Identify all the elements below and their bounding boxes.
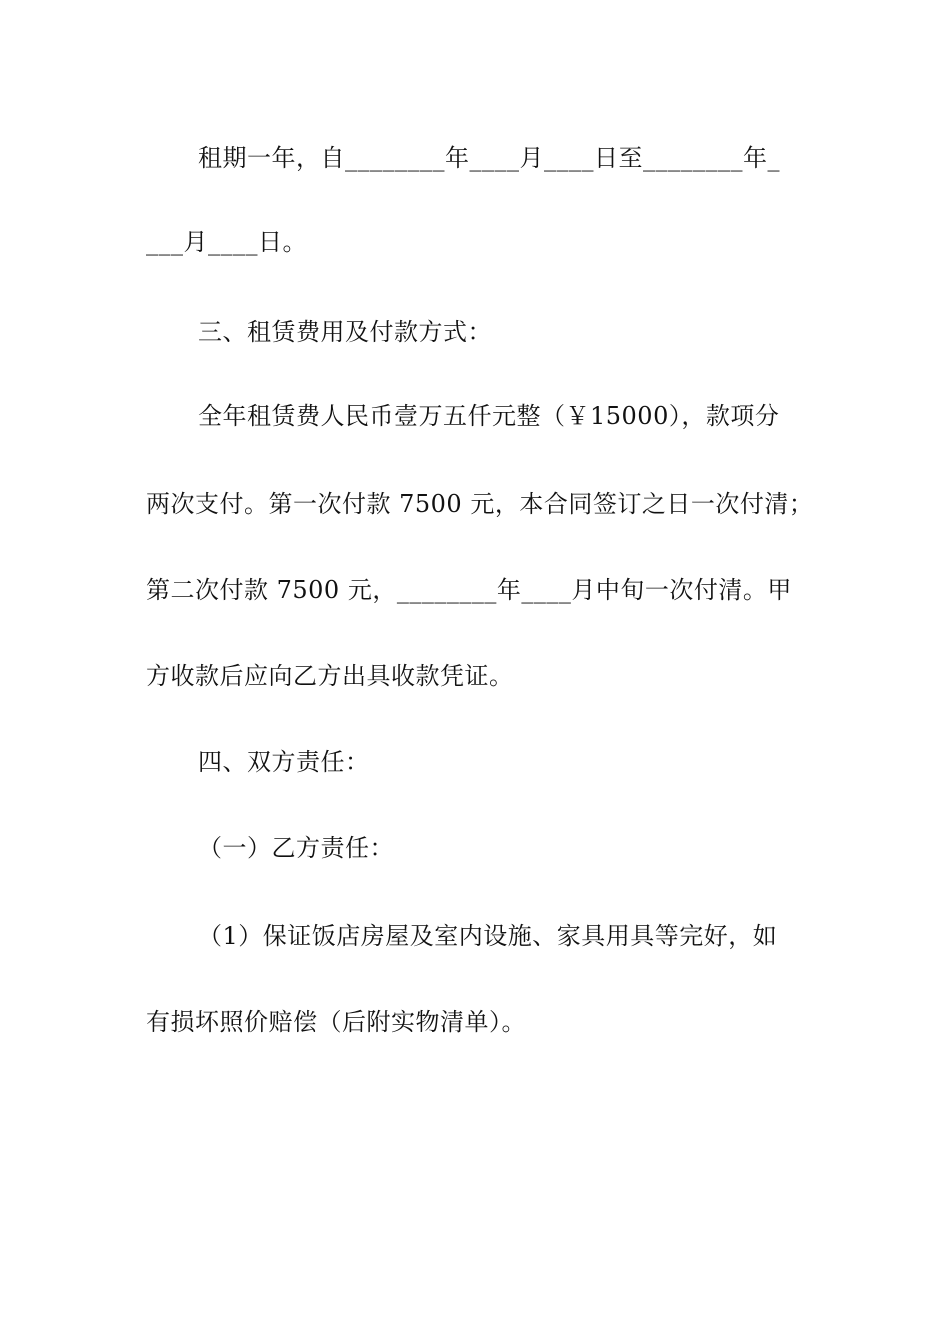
section-heading-fees: 三、租赁费用及付款方式： xyxy=(198,318,492,346)
fees-paragraph-line-2: 两次支付。第一次付款 7500 元，本合同签订之日一次付清； xyxy=(146,490,814,518)
clause-1-line-1: （1）保证饭店房屋及室内设施、家具用具等完好，如 xyxy=(198,922,778,950)
lease-term-continuation: ___月____日。 xyxy=(146,228,307,256)
lease-term-line: 租期一年，自________年____月____日至________年_ xyxy=(198,144,780,172)
subheading-party-b: （一）乙方责任： xyxy=(198,834,394,862)
fees-paragraph-line-1: 全年租赁费人民币壹万五仟元整（￥15000），款项分 xyxy=(198,402,780,430)
section-heading-responsibilities: 四、双方责任： xyxy=(198,748,370,776)
fees-paragraph-line-4: 方收款后应向乙方出具收款凭证。 xyxy=(146,662,514,690)
clause-1-line-2: 有损坏照价赔偿（后附实物清单）。 xyxy=(146,1008,526,1036)
fees-paragraph-line-3: 第二次付款 7500 元，________年____月中旬一次付清。甲 xyxy=(146,576,792,604)
